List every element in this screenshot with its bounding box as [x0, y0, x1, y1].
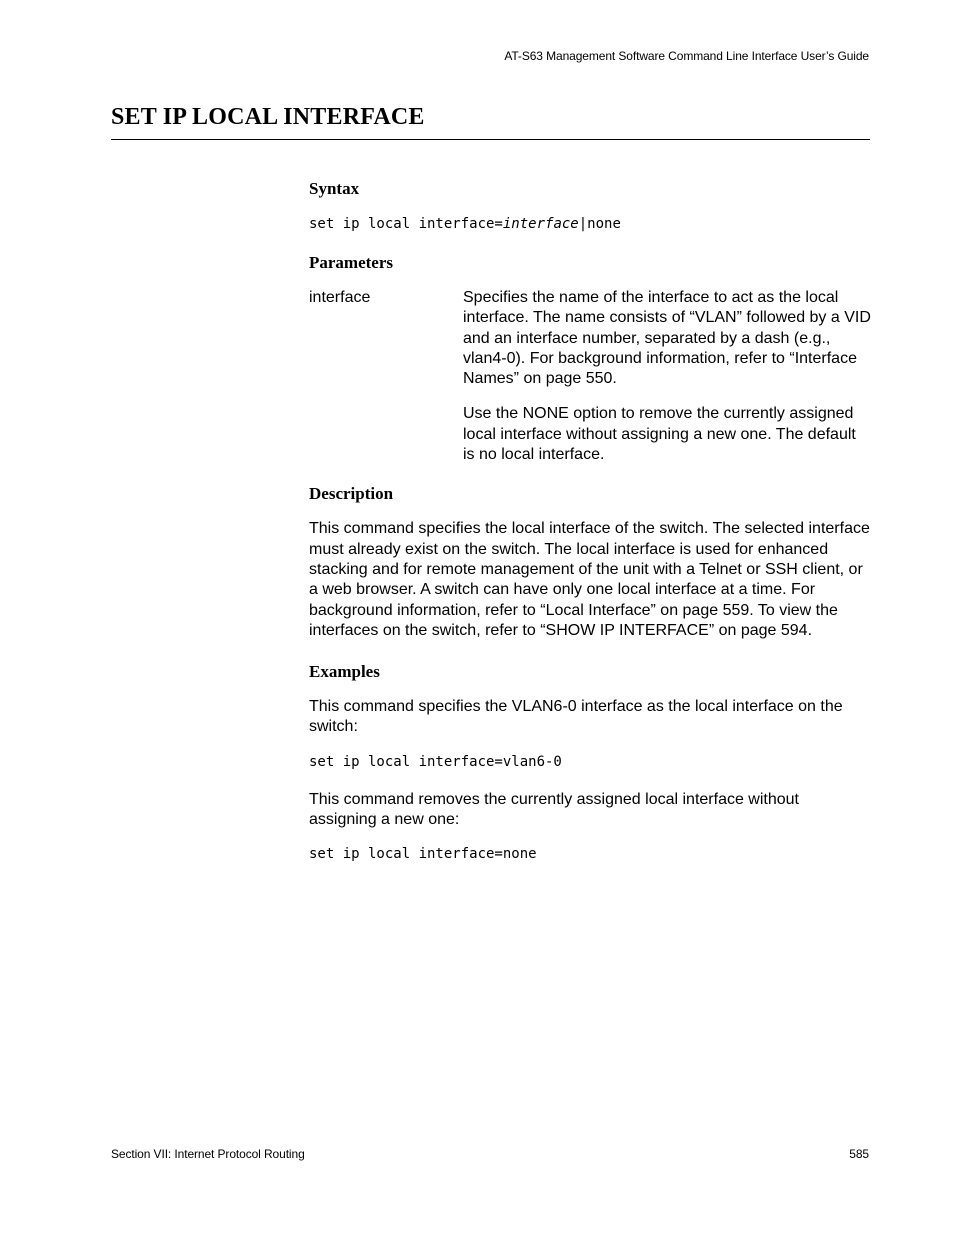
parameter-description: [463, 288, 871, 465]
footer-section-label: Section VII: Internet Protocol Routing: [111, 1147, 305, 1161]
parameters-section: [309, 252, 871, 465]
parameter-description-paragraph: Use the NONE option to remove the currently assigned local interface without assigning a new one. The default is no local interface.: [463, 405, 856, 464]
running-header: AT-S63 Management Software Command Line Interface User’s Guide: [504, 49, 869, 63]
syntax-code: [309, 214, 871, 234]
syntax-suffix: |none: [578, 216, 621, 232]
parameter-description-paragraph: Specifies the name of the interface to act as the local interface. The name consists of “VLAN” followed by a VID and an interface number, separated by a dash (e.g., vlan4-0). For background information, refer to “Interface Names” on page 550.: [463, 289, 871, 388]
parameters-heading: Parameters: [309, 253, 394, 272]
description-heading: Description: [309, 484, 394, 504]
syntax-prefix: set ip local interface=: [309, 216, 503, 232]
footer-page-number: 585: [849, 1147, 869, 1161]
syntax-variable: interface: [502, 216, 579, 232]
example-code: set ip local interface=none: [309, 846, 537, 863]
example-text: This command removes the currently assigned local interface without assigning a new one:: [309, 790, 799, 829]
example-code: set ip local interface=vlan6-0: [309, 753, 562, 770]
syntax-heading: Syntax: [309, 179, 360, 198]
parameter-name: interface: [309, 289, 371, 306]
examples-heading: Examples: [309, 662, 380, 682]
syntax-section: [309, 178, 871, 234]
main-content: [309, 178, 871, 882]
title-rule: [111, 139, 870, 140]
parameter-row: [309, 288, 871, 465]
description-text: This command specifies the local interface of the switch. The selected interface must already exist on the switch. The local interface is used for enhanced stacking and for remote management of the unit with a Telnet or SSH client, or a web browser. A switch can have only one local interface at a time. For background information, refer to “Local Interface” on page 559. To view the interfaces on the switch, refer to “SHOW IP INTERFACE” on page 594.: [309, 520, 870, 639]
example-text: This command specifies the VLAN6-0 interface as the local interface on the switch:: [309, 698, 843, 736]
examples-section: [309, 655, 871, 864]
description-section: [309, 479, 871, 641]
page-title: SET IP LOCAL INTERFACE: [111, 104, 425, 130]
